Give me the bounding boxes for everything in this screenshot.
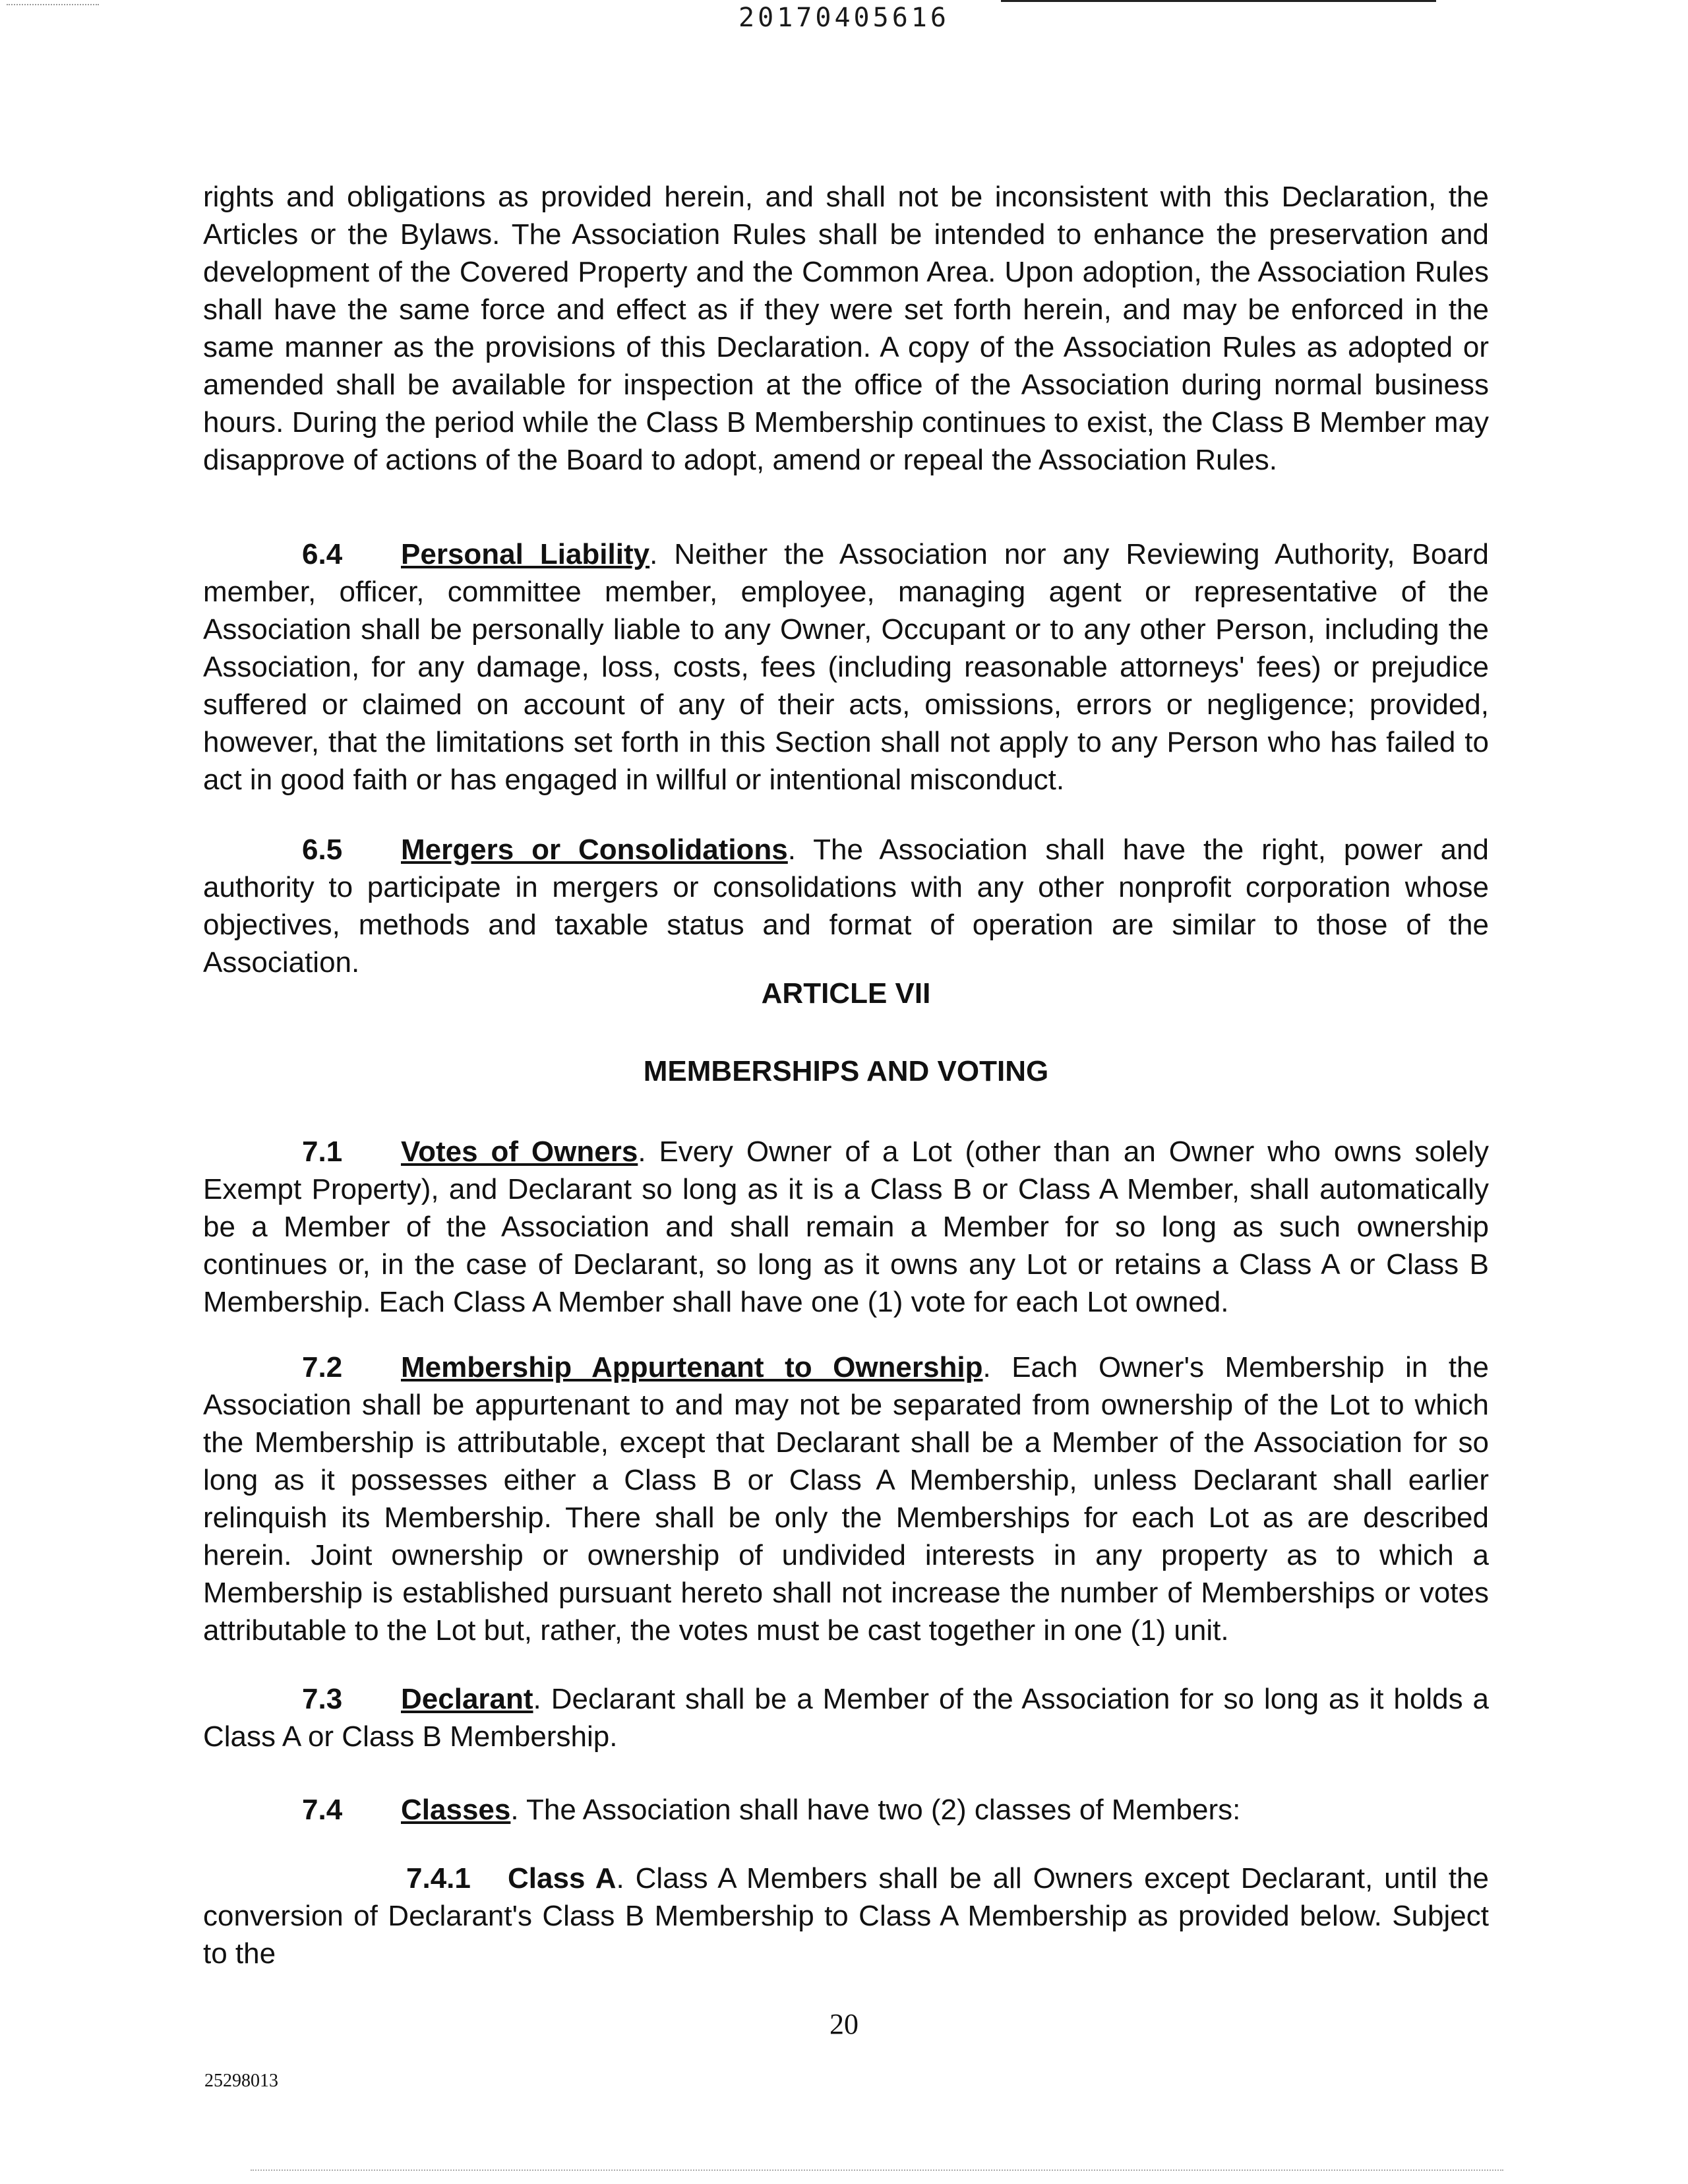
paragraph-continuation: rights and obligations as provided herein, and shall not be inconsistent with this Declaration, the Articles or the Bylaws. The Association Rules shall be intended to enhance the preservation and development of the Covered Property and the Common Area. Upon adoption, the Association Rules shall have the same force and effect as if they were set forth herein, and may be enforced in the same manner as the provisions of this Declaration. A copy of the Association Rules as adopted or amended shall be available for inspection at the office of the Association during normal business hours. During the period while the Class B Membership continues to exist, the Class B Member may disapprove of actions of the Board to adopt, amend or repeal the Association Rules. <box>203 181 1489 476</box>
section-title: Votes of Owners <box>401 1136 638 1168</box>
section-6-5 <box>203 831 1489 981</box>
section-text: . Neither the Association nor any Reviewing Authority, Board member, officer, committee member, employee, managing agent or representative of the Association shall be personally liable to any Owner, Occupant or to any other Person, including the Association, for any damage, loss, costs, fees (including reasonable attorneys' fees) or prejudice suffered or claimed on account of any of their acts, omissions, errors or negligence; provided, however, that the limitations set forth in this Section shall not apply to any Person who has failed to act in good faith or has engaged in willful or intentional misconduct. <box>203 538 1489 796</box>
article-label: ARTICLE VII <box>761 977 931 1010</box>
section-number: 6.4 <box>302 538 343 570</box>
section-title: Mergers or Consolidations <box>401 834 788 866</box>
section-title: Class A <box>508 1862 617 1895</box>
section-number: 7.3 <box>302 1683 343 1715</box>
section-7-1 <box>203 1133 1489 1321</box>
recording-number: 20170405616 <box>738 3 950 33</box>
section-7-2 <box>203 1349 1489 1649</box>
section-text: . Each Owner's Membership in the Association shall be appurtenant to and may not be separated from ownership of the Lot to which the Membership is attributable, except that Declarant shall be a Member of the Association for so long as it possesses either a Class B or Class A Membership, unless Declarant shall earlier relinquish its Membership. There shall be only the Memberships for each Lot as are described herein. Joint ownership or ownership of undivided interests in any property as to which a Membership is established pursuant hereto shall not increase the number of Memberships or votes attributable to the Lot but, rather, the votes must be cast together in one (1) unit. <box>203 1351 1489 1647</box>
section-title: Classes <box>401 1794 511 1826</box>
section-text: . Class A Members shall be all Owners except Declarant, until the conversion of Declarant's Class B Membership to Class A Membership as provided below. Subject to the <box>203 1862 1490 1970</box>
article-title: MEMBERSHIPS AND VOTING <box>643 1055 1049 1087</box>
section-number: 6.5 <box>302 834 343 866</box>
section-number: 7.1 <box>302 1136 343 1168</box>
page-number: 20 <box>829 2008 859 2040</box>
section-7-4 <box>203 1791 1489 1829</box>
section-number: 7.4.1 <box>406 1862 471 1895</box>
section-text: . Every Owner of a Lot (other than an Owner who owns solely Exempt Property), and Declarant so long as it is a Class B or Class A Member, shall automatically be a Member of the Association and shall remain a Member for so long as such ownership continues or, in the case of Declarant, so long as it owns any Lot or retains a Class A or Class B Membership. Each Class A Member shall have one (1) vote for each Lot owned. <box>203 1136 1489 1318</box>
section-text: . The Association shall have two (2) classes of Members: <box>510 1794 1241 1826</box>
section-7-4-1 <box>203 1860 1489 1972</box>
top-rule <box>1001 0 1436 2</box>
section-text: . Declarant shall be a Member of the Association for so long as it holds a Class A or Class B Membership. <box>203 1683 1489 1753</box>
section-title: Membership Appurtenant to Ownership <box>401 1351 983 1383</box>
section-number: 7.2 <box>302 1351 343 1383</box>
section-title: Declarant <box>401 1683 533 1715</box>
section-6-4 <box>203 535 1489 799</box>
section-title: Personal Liability <box>401 538 650 570</box>
document-id: 25298013 <box>204 2071 278 2091</box>
section-7-3 <box>203 1680 1489 1755</box>
section-number: 7.4 <box>302 1794 343 1826</box>
section-text: . The Association shall have the right, power and authority to participate in mergers or consolidations with any other nonprofit corporation whose objectives, methods and taxable status and format of operation are similar to those of the Association. <box>203 834 1489 979</box>
scan-artifact-bottom <box>251 2169 1503 2173</box>
